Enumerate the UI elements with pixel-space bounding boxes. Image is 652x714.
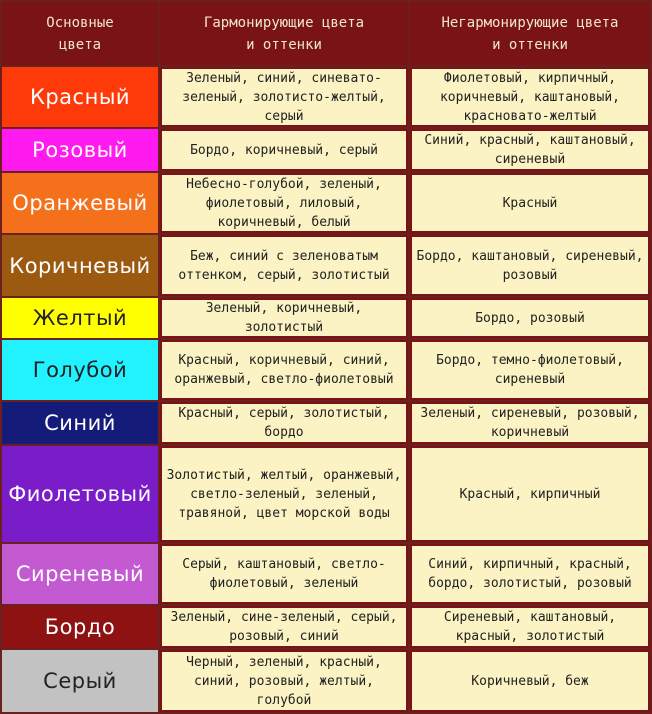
non-harmonizing-colors-cell: Синий, красный, каштановый, сиреневый xyxy=(410,129,650,171)
non-harmonizing-colors-cell: Красный xyxy=(410,173,650,233)
non-harmonizing-colors-cell: Фиолетовый, кирпичный, коричневый, каштановый, красновато-желтый xyxy=(410,67,650,127)
color-name-cell: Сиреневый xyxy=(2,544,158,604)
harmonizing-colors-cell: Красный, серый, золотистый, бордо xyxy=(160,402,408,444)
color-name-cell: Оранжевый xyxy=(2,173,158,233)
harmonizing-colors-cell: Зеленый, синий, синевато-зеленый, золотисто-желтый, серый xyxy=(160,67,408,127)
non-harmonizing-colors-cell: Красный, кирпичный xyxy=(410,446,650,542)
color-name-cell: Серый xyxy=(2,650,158,712)
non-harmonizing-colors-cell: Бордо, темно-фиолетовый, сиреневый xyxy=(410,340,650,400)
harmonizing-colors-cell: Зеленый, коричневый, золотистый xyxy=(160,298,408,338)
harmonizing-colors-cell: Беж, синий с зеленоватым оттенком, серый, золотистый xyxy=(160,235,408,296)
harmonizing-colors-cell: Зеленый, сине-зеленый, серый, розовый, синий xyxy=(160,606,408,648)
color-name-cell: Желтый xyxy=(2,298,158,338)
harmonizing-colors-cell: Бордо, коричневый, серый xyxy=(160,129,408,171)
non-harmonizing-colors-cell: Бордо, каштановый, сиреневый, розовый xyxy=(410,235,650,296)
header-basic-colors: Основные цвета xyxy=(2,2,158,65)
non-harmonizing-colors-cell: Синий, кирпичный, красный, бордо, золотистый, розовый xyxy=(410,544,650,604)
non-harmonizing-colors-cell: Зеленый, сиреневый, розовый, коричневый xyxy=(410,402,650,444)
color-name-cell: Фиолетовый xyxy=(2,446,158,542)
harmonizing-colors-cell: Черный, зеленый, красный, синий, розовый, желтый, голубой xyxy=(160,650,408,712)
header-harmonizing: Гармонирующие цвета и оттенки xyxy=(160,2,408,65)
non-harmonizing-colors-cell: Коричневый, беж xyxy=(410,650,650,712)
color-name-cell: Голубой xyxy=(2,340,158,400)
color-name-cell: Синий xyxy=(2,402,158,444)
harmonizing-colors-cell: Небесно-голубой, зеленый, фиолетовый, лиловый, коричневый, белый xyxy=(160,173,408,233)
harmonizing-colors-cell: Золотистый, желтый, оранжевый, светло-зеленый, зеленый, травяной, цвет морской воды xyxy=(160,446,408,542)
harmonizing-colors-cell: Красный, коричневый, синий, оранжевый, светло-фиолетовый xyxy=(160,340,408,400)
harmonizing-colors-cell: Серый, каштановый, светло-фиолетовый, зеленый xyxy=(160,544,408,604)
header-non-harmonizing: Негармонирующие цвета и оттенки xyxy=(410,2,650,65)
color-name-cell: Бордо xyxy=(2,606,158,648)
color-name-cell: Коричневый xyxy=(2,235,158,296)
color-name-cell: Красный xyxy=(2,67,158,127)
non-harmonizing-colors-cell: Бордо, розовый xyxy=(410,298,650,338)
color-name-cell: Розовый xyxy=(2,129,158,171)
non-harmonizing-colors-cell: Сиреневый, каштановый, красный, золотистый xyxy=(410,606,650,648)
